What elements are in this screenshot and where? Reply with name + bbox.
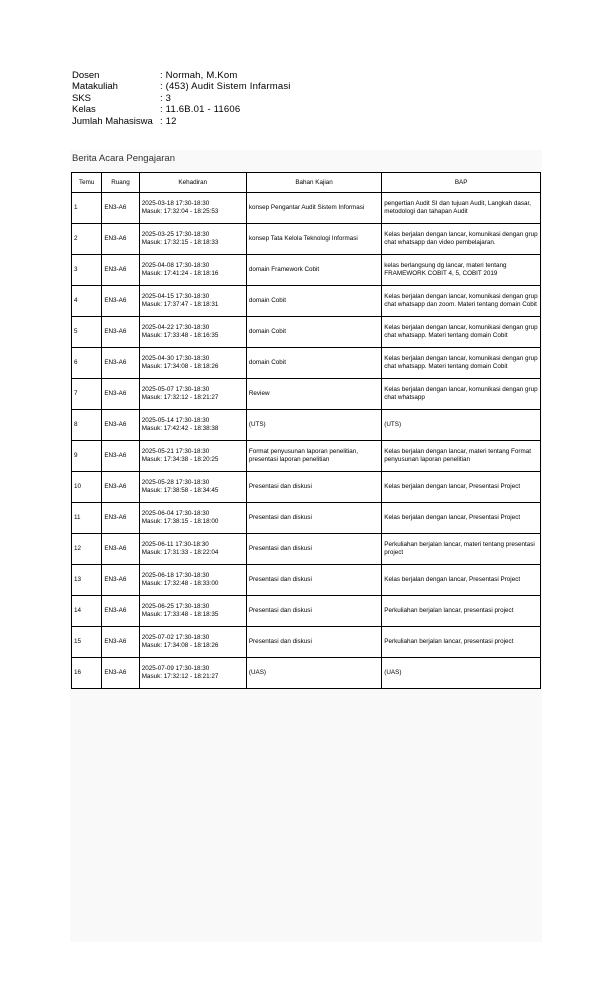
table-row [72, 348, 541, 379]
cell-kehadiran [139, 658, 246, 689]
info-value: : Normah, M.Kom [160, 70, 238, 81]
attendance-schedule: 2025-04-30 17:30-18:30 [141, 355, 210, 363]
info-label: Dosen [72, 70, 100, 81]
table-row [72, 193, 541, 224]
cell-bahan-kajian: Presentasi dan diskusi [246, 503, 381, 534]
header-bap: BAP [382, 173, 541, 193]
course-info [72, 70, 291, 127]
attendance-checkin: Masuk: 17:32:12 - 18:21:27 [141, 394, 219, 401]
attendance-schedule: 2025-06-11 17:30-18:30 [141, 541, 209, 549]
cell-temu: 15 [72, 627, 102, 658]
cell-temu: 12 [72, 534, 102, 565]
table-row [72, 596, 541, 627]
table-row [72, 379, 541, 410]
attendance-schedule: 2025-07-02 17:30-18:30 [141, 634, 210, 642]
info-label: SKS [72, 92, 92, 104]
cell-bap: Kelas berjalan dengan lancar, komunikasi dengan grup chat whatsapp dan video pembelajaran. [382, 224, 541, 255]
cell-kehadiran [139, 224, 246, 255]
cell-temu: 1 [72, 193, 102, 224]
cell-kehadiran [139, 317, 246, 348]
cell-ruang: EN3-A6 [102, 348, 139, 379]
cell-bap: Perkuliahan berjalan lancar, presentasi project [382, 596, 541, 627]
cell-ruang: EN3-A6 [102, 627, 139, 658]
attendance-checkin: Masuk: 17:37:47 - 18:18:31 [141, 301, 219, 308]
cell-ruang: EN3-A6 [102, 379, 139, 410]
cell-bap: Kelas berjalan dengan lancar, komunikasi dengan grup chat whatsapp [382, 379, 541, 410]
cell-bap: (UAS) [382, 658, 541, 689]
info-matakuliah [72, 81, 291, 92]
attendance-checkin: Masuk: 17:41:24 - 18:18:16 [141, 270, 219, 277]
cell-bahan-kajian: konsep Tata Kelola Teknologi Informasi [246, 224, 381, 255]
header-temu: Temu [72, 173, 102, 193]
cell-bahan-kajian: domain Cobit [246, 348, 381, 379]
table-row [72, 472, 541, 503]
table-row [72, 286, 541, 317]
cell-kehadiran [139, 286, 246, 317]
cell-temu: 2 [72, 224, 102, 255]
cell-kehadiran [139, 348, 246, 379]
attendance-schedule: 2025-04-15 17:30-18:30 [141, 293, 210, 301]
cell-temu: 8 [72, 410, 102, 441]
info-kelas [72, 104, 291, 115]
attendance-schedule: 2025-07-09 17:30-18:30 [141, 665, 210, 673]
attendance-schedule: 2025-04-08 17:30-18:30 [141, 262, 210, 270]
cell-ruang: EN3-A6 [102, 286, 139, 317]
attendance-checkin: Masuk: 17:32:48 - 18:33:00 [141, 580, 219, 587]
cell-temu: 4 [72, 286, 102, 317]
cell-ruang: EN3-A6 [102, 596, 139, 627]
cell-ruang: EN3-A6 [102, 193, 139, 224]
cell-temu: 7 [72, 379, 102, 410]
cell-kehadiran [139, 534, 246, 565]
cell-kehadiran [139, 627, 246, 658]
cell-bap: kelas berlangsung dg lancar, materi tentang FRAMEWORK COBIT 4, 5, COBIT 2019 [382, 255, 541, 286]
cell-temu: 6 [72, 348, 102, 379]
attendance-schedule: 2025-05-07 17:30-18:30 [141, 386, 210, 394]
cell-kehadiran [139, 565, 246, 596]
cell-bahan-kajian: domain Cobit [246, 286, 381, 317]
cell-bap: Kelas berjalan dengan lancar, materi tentang Format penyusunan laporan penelitian [382, 441, 541, 472]
cell-kehadiran [139, 255, 246, 286]
cell-bap: (UTS) [382, 410, 541, 441]
cell-ruang: EN3-A6 [102, 472, 139, 503]
cell-temu: 11 [72, 503, 102, 534]
attendance-checkin: Masuk: 17:42:42 - 18:38:38 [141, 425, 219, 432]
attendance-checkin: Masuk: 17:34:38 - 18:20:25 [141, 456, 219, 463]
cell-ruang: EN3-A6 [102, 565, 139, 596]
cell-kehadiran [139, 441, 246, 472]
info-jumlah [72, 116, 291, 127]
attendance-checkin: Masuk: 17:34:08 - 18:18:26 [141, 363, 219, 370]
attendance-schedule: 2025-06-04 17:30-18:30 [141, 510, 210, 518]
attendance-checkin: Masuk: 17:31:33 - 18:22:04 [141, 549, 219, 556]
cell-bap: Kelas berjalan dengan lancar, Presentasi Project [382, 503, 541, 534]
cell-kehadiran [139, 503, 246, 534]
cell-ruang: EN3-A6 [102, 255, 139, 286]
cell-ruang: EN3-A6 [102, 503, 139, 534]
attendance-schedule: 2025-05-14 17:30-18:30 [141, 417, 210, 425]
attendance-checkin: Masuk: 17:32:12 - 18:21:27 [141, 673, 219, 680]
attendance-schedule: 2025-03-18 17:30-18:30 [141, 200, 210, 208]
cell-temu: 13 [72, 565, 102, 596]
attendance-schedule: 2025-06-25 17:30-18:30 [141, 603, 210, 611]
table-row [72, 441, 541, 472]
cell-bap: Perkuliahan berjalan lancar, materi tentang presentasi project [382, 534, 541, 565]
attendance-checkin: Masuk: 17:32:04 - 18:25:53 [141, 208, 219, 215]
table-row [72, 658, 541, 689]
cell-bahan-kajian: Presentasi dan diskusi [246, 472, 381, 503]
header-kehadiran: Kehadiran [139, 173, 246, 193]
cell-temu: 5 [72, 317, 102, 348]
cell-temu: 16 [72, 658, 102, 689]
table-row [72, 317, 541, 348]
info-label: Matakuliah [72, 81, 118, 93]
cell-bahan-kajian: domain Cobit [246, 317, 381, 348]
cell-bahan-kajian: (UAS) [246, 658, 381, 689]
attendance-checkin: Masuk: 17:32:15 - 18:18:33 [141, 239, 219, 246]
table-row [72, 627, 541, 658]
cell-ruang: EN3-A6 [102, 441, 139, 472]
bap-table [71, 172, 541, 689]
header-ruang: Ruang [102, 173, 139, 193]
attendance-schedule: 2025-04-22 17:30-18:30 [141, 324, 210, 332]
table-row [72, 224, 541, 255]
info-sks [72, 93, 291, 104]
info-value: : 11.6B.01 - 11606 [160, 104, 241, 116]
cell-kehadiran [139, 193, 246, 224]
table-row [72, 565, 541, 596]
cell-bahan-kajian: Presentasi dan diskusi [246, 534, 381, 565]
attendance-schedule: 2025-05-21 17:30-18:30 [141, 448, 210, 456]
info-value: : 12 [160, 115, 177, 127]
attendance-schedule: 2025-05-28 17:30-18:30 [141, 479, 210, 487]
cell-temu: 3 [72, 255, 102, 286]
cell-ruang: EN3-A6 [102, 534, 139, 565]
attendance-schedule: 2025-03-25 17:30-18:30 [141, 231, 210, 239]
cell-ruang: EN3-A6 [102, 224, 139, 255]
cell-bahan-kajian: konsep Pengantar Audit Sistem Informasi [246, 193, 381, 224]
cell-bap: Kelas berjalan dengan lancar, komunikasi dengan grup chat whatsapp. Materi tentang domain Cobit [382, 348, 541, 379]
table-row [72, 534, 541, 565]
cell-temu: 10 [72, 472, 102, 503]
cell-bahan-kajian: Review [246, 379, 381, 410]
cell-ruang: EN3-A6 [102, 658, 139, 689]
cell-temu: 9 [72, 441, 102, 472]
cell-bahan-kajian: domain Framework Cobit [246, 255, 381, 286]
cell-ruang: EN3-A6 [102, 317, 139, 348]
cell-bap: Kelas berjalan dengan lancar, Presentasi Project [382, 565, 541, 596]
cell-bap: Kelas berjalan dengan lancar, komunikasi dengan grup chat whatsapp. Materi tentang domain Cobit [382, 317, 541, 348]
info-dosen [72, 70, 291, 81]
info-label: Kelas [72, 104, 96, 116]
cell-kehadiran [139, 472, 246, 503]
cell-kehadiran [139, 379, 246, 410]
section-title: Berita Acara Pengajaran [72, 153, 175, 164]
table-header-row [72, 173, 541, 193]
table-row [72, 503, 541, 534]
attendance-checkin: Masuk: 17:34:08 - 18:18:26 [141, 642, 219, 649]
attendance-checkin: Masuk: 17:33:48 - 18:16:35 [141, 332, 219, 339]
cell-bahan-kajian: Presentasi dan diskusi [246, 596, 381, 627]
cell-bap: Kelas berjalan dengan lancar, komunikasi dengan grup chat whatsapp dan zoom. Materi tentang domain Cobit [382, 286, 541, 317]
cell-temu: 14 [72, 596, 102, 627]
info-value: : (453) Audit Sistem Infarmasi [160, 81, 291, 93]
cell-kehadiran [139, 596, 246, 627]
cell-ruang: EN3-A6 [102, 410, 139, 441]
cell-bap: Kelas berjalan dengan lancar, Presentasi Project [382, 472, 541, 503]
info-label: Jumlah Mahasiswa [72, 115, 153, 127]
attendance-checkin: Masuk: 17:38:15 - 18:18:00 [141, 518, 219, 525]
cell-bahan-kajian: Presentasi dan diskusi [246, 627, 381, 658]
cell-bahan-kajian: Format penyusunan laporan penelitian, presentasi laporan penelitian [246, 441, 381, 472]
table-row [72, 410, 541, 441]
cell-bahan-kajian: Presentasi dan diskusi [246, 565, 381, 596]
cell-bahan-kajian: (UTS) [246, 410, 381, 441]
cell-bap: pengertian Audit SI dan tujuan Audit, Langkah dasar, metodologi dan tahapan Audit [382, 193, 541, 224]
table-row [72, 255, 541, 286]
info-value: : 3 [160, 92, 172, 104]
header-bahan-kajian: Bahan Kajian [246, 173, 381, 193]
attendance-checkin: Masuk: 17:33:48 - 18:18:35 [141, 611, 219, 618]
cell-bap: Perkuliahan berjalan lancar, presentasi project [382, 627, 541, 658]
attendance-schedule: 2025-06-18 17:30-18:30 [141, 572, 210, 580]
attendance-checkin: Masuk: 17:38:58 - 18:34:45 [141, 487, 219, 494]
cell-kehadiran [139, 410, 246, 441]
